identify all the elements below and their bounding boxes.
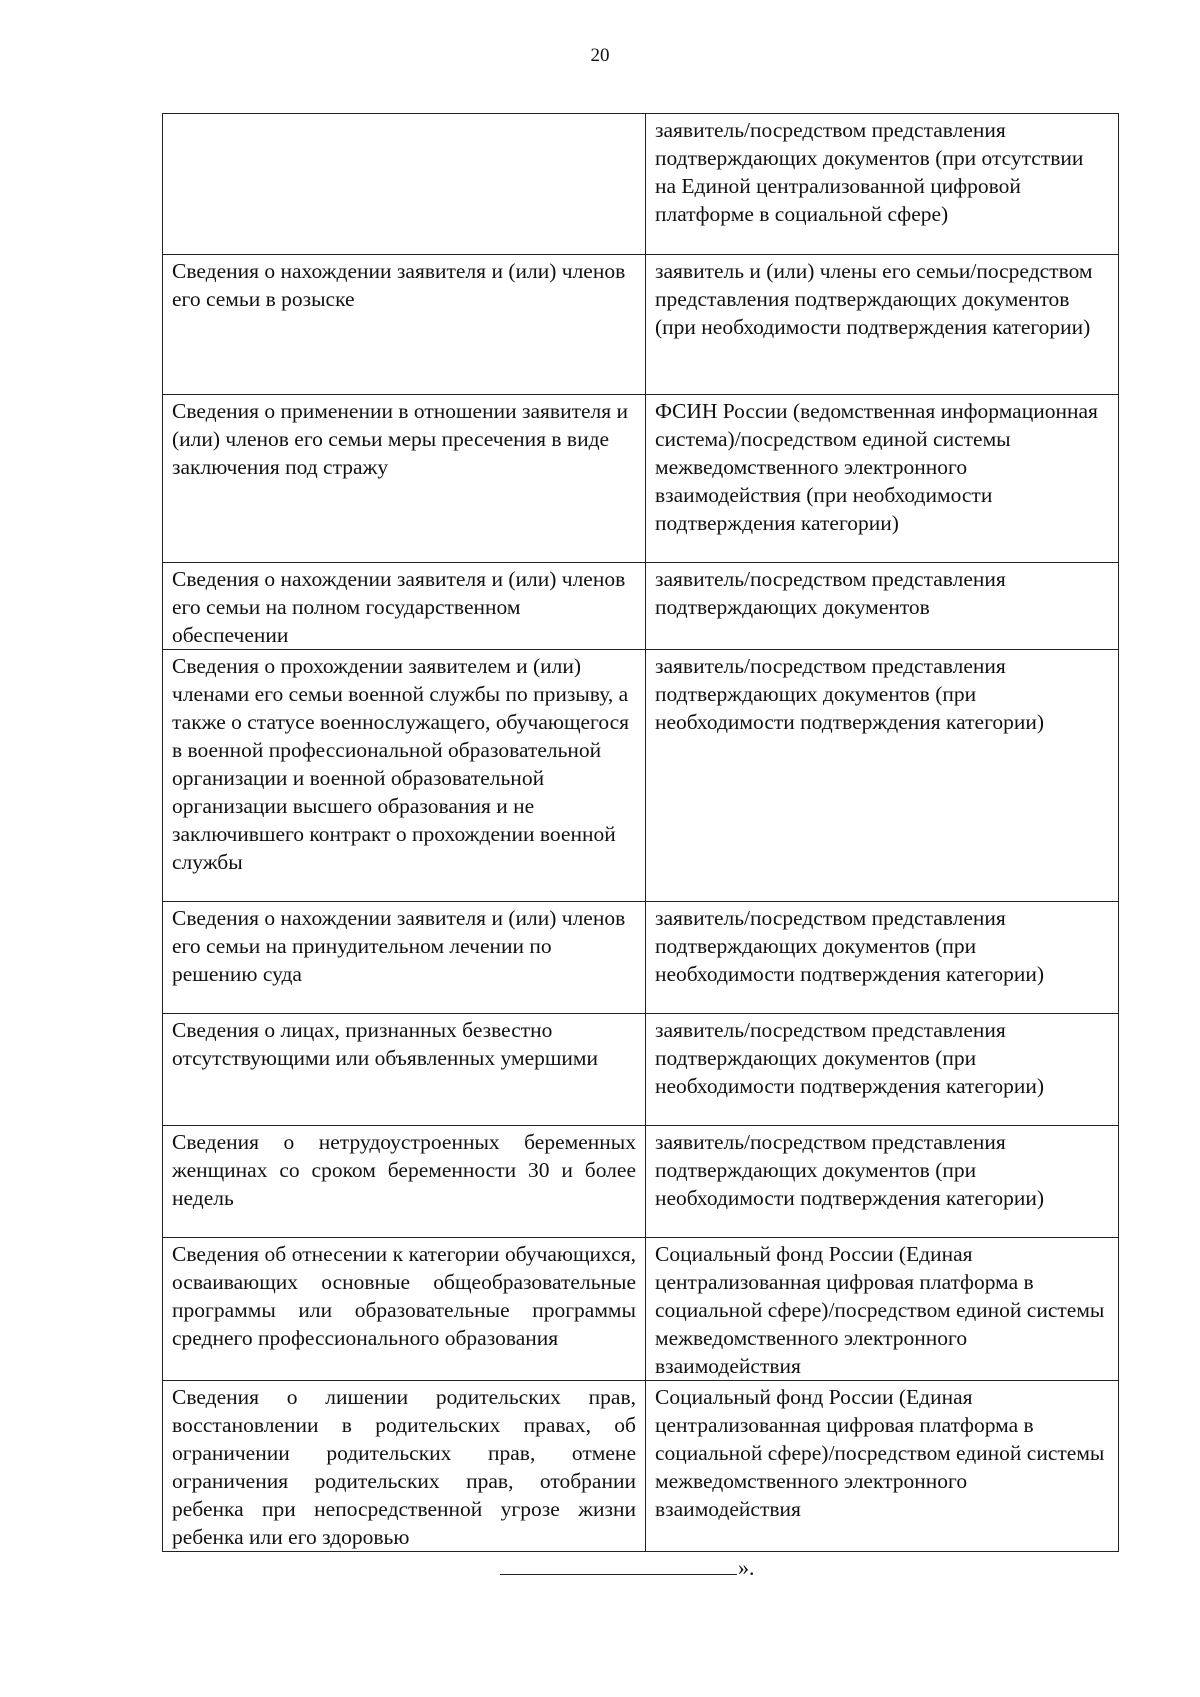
closing-quote: ». bbox=[738, 1555, 755, 1580]
table-cell-left: Сведения о лицах, признанных безвестно отсутствующими или объявленных умершими bbox=[163, 1014, 646, 1126]
table-cell-left: Сведения об отнесении к категории обучающихся, осваивающих основные общеобразовательные программы или образовательные программы среднего профессионального образования bbox=[163, 1238, 646, 1381]
table-row bbox=[163, 1126, 1119, 1238]
table-cell-right: ФСИН России (ведомственная информационная система)/посредством единой системы межведомственного электронного взаимодействия (при необходимости подтверждения категории) bbox=[646, 395, 1119, 563]
table-cell-right: заявитель/посредством представления подтверждающих документов (при необходимости подтверждения категории) bbox=[646, 1014, 1119, 1126]
table-cell-right: заявитель/посредством представления подтверждающих документов (при необходимости подтверждения категории) bbox=[646, 1126, 1119, 1238]
table-cell-right: заявитель и (или) члены его семьи/посредством представления подтверждающих документов (при необходимости подтверждения категории) bbox=[646, 255, 1119, 395]
table-row bbox=[163, 1238, 1119, 1381]
table-row bbox=[163, 395, 1119, 563]
table-cell-right: Социальный фонд России (Единая централизованная цифровая платформа в социальной сфере)/посредством единой системы межведомственного электронного взаимодействия bbox=[646, 1238, 1119, 1381]
page-number: 20 bbox=[590, 45, 610, 66]
table-row bbox=[163, 563, 1119, 650]
table-cell-left: Сведения о прохождении заявителем и (или) членами его семьи военной службы по призыву, а также о статусе военнослужащего, обучающегося в военной профессиональной образовательной организации и военной образовательной организации высшего образования и не заключившего контракт о прохождении военной службы bbox=[163, 650, 646, 902]
table-cell-left: Сведения о применении в отношении заявителя и (или) членов его семьи меры пресечения в виде заключения под стражу bbox=[163, 395, 646, 563]
table-cell-left: Сведения о лишении родительских прав, восстановлении в родительских правах, об ограничении родительских прав, отмене ограничения родительских прав, отобрании ребенка при непосредственной угрозе жизни ребенка или его здоровью bbox=[163, 1381, 646, 1552]
closing-underline bbox=[500, 1556, 737, 1575]
table-cell-left: Сведения о нахождении заявителя и (или) членов его семьи на принудительном лечении по решению суда bbox=[163, 902, 646, 1014]
table-cell-right: Социальный фонд России (Единая централизованная цифровая платформа в социальной сфере)/посредством единой системы межведомственного электронного взаимодействия bbox=[646, 1381, 1119, 1552]
table-row bbox=[163, 1381, 1119, 1552]
table-row bbox=[163, 650, 1119, 902]
documents-table bbox=[162, 113, 1119, 1552]
table-cell-left: Сведения о нетрудоустроенных беременных женщинах со сроком беременности 30 и более недель bbox=[163, 1126, 646, 1238]
table-cell-left: Сведения о нахождении заявителя и (или) членов его семьи на полном государственном обеспечении bbox=[163, 563, 646, 650]
table-cell-left bbox=[163, 114, 646, 255]
table-cell-right: заявитель/посредством представления подтверждающих документов bbox=[646, 563, 1119, 650]
table-row bbox=[163, 255, 1119, 395]
table-cell-right: заявитель/посредством представления подтверждающих документов (при необходимости подтверждения категории) bbox=[646, 650, 1119, 902]
table-row bbox=[163, 114, 1119, 255]
closing-mark bbox=[500, 1554, 755, 1582]
table-cell-right: заявитель/посредством представления подтверждающих документов (при необходимости подтверждения категории) bbox=[646, 902, 1119, 1014]
table-row bbox=[163, 902, 1119, 1014]
table-row bbox=[163, 1014, 1119, 1126]
table-cell-right: заявитель/посредством представления подтверждающих документов (при отсутствии на Единой централизованной цифровой платформе в социальной сфере) bbox=[646, 114, 1119, 255]
table-cell-left: Сведения о нахождении заявителя и (или) членов его семьи в розыске bbox=[163, 255, 646, 395]
